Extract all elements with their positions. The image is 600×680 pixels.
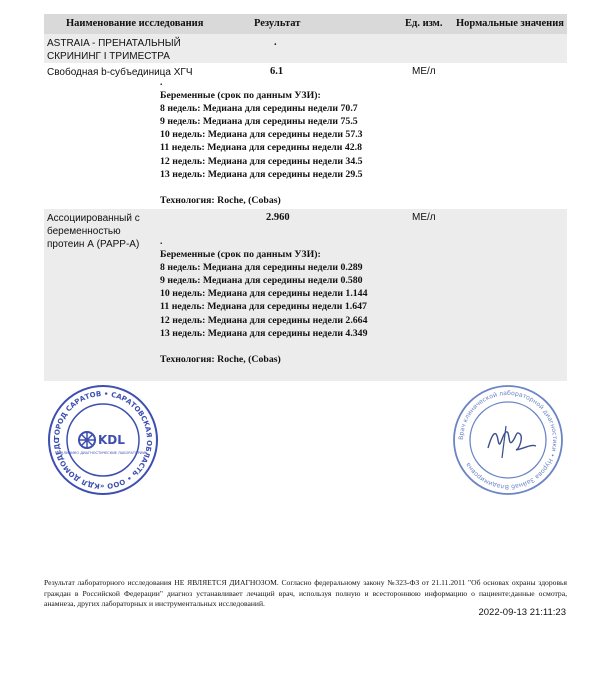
test-unit: МЕ/л	[412, 212, 436, 223]
section-title-line1: ASTRAIA - ПРЕНАТАЛЬНЫЙ	[47, 38, 181, 49]
ref-dot: .	[160, 77, 163, 88]
kdl-seal-icon	[44, 382, 162, 498]
test-name-line1: Свободная b-субъединица ХГЧ	[47, 67, 193, 78]
reference-values	[160, 76, 363, 207]
week-line: 9 недель: Медиана для середины недели 0.580	[160, 275, 363, 287]
svg-text:ГОРОД САРАТОВ • САРАТОВСКАЯ ОБ: ГОРОД САРАТОВ • САРАТОВСКАЯ ОБЛАСТЬ • ООО «КДЛ ДОМОДЕДО	[52, 389, 154, 491]
reference-values	[160, 235, 367, 366]
kdl-logo-text: KDL	[98, 433, 125, 447]
doctor-seal-icon	[450, 382, 567, 498]
week-line: 11 недель: Медиана для середины недели 42.8	[160, 142, 363, 154]
section-row	[44, 34, 567, 63]
test-name-line1: Ассоциированный с беременностью	[47, 213, 140, 237]
results-table	[44, 14, 567, 381]
test-row-hcg	[44, 63, 567, 209]
section-result: .	[274, 37, 277, 48]
col-header-unit: Ед. изм.	[405, 18, 443, 29]
legal-disclaimer: Результат лабораторного исследования НЕ ЯВЛЯЕТСЯ ДИАГНОЗОМ. Согласно федеральному закону №323-ФЗ от 21.11.2011 "Об основах охраны здоровья граждан в Российской Федерации" диагноз устанавливает лечащий врач, используя полную и всестороннюю информацию о пациенте:данные осмотра, анамнеза, других лабораторных и инструментальных исследований.	[44, 578, 567, 608]
week-line: 8 недель: Медиана для середины недели 0.289	[160, 262, 363, 274]
signature-icon	[488, 432, 536, 450]
week-line: 13 недель: Медиана для середины недели 4.349	[160, 327, 368, 339]
week-line: 8 недель: Медиана для середины недели 70.7	[160, 103, 358, 115]
week-line: 12 недель: Медиана для середины недели 34.5	[160, 155, 363, 167]
col-header-name: Наименование исследования	[66, 18, 204, 29]
pregnancy-title: Беременные (срок по данным УЗИ):	[160, 90, 321, 102]
doctor-stamp	[450, 382, 567, 498]
test-result: 6.1	[270, 66, 284, 77]
week-line: 13 недель: Медиана для середины недели 29.5	[160, 168, 363, 180]
test-row-papp-a	[44, 209, 567, 381]
technology-line: Технология: Roche, (Cobas)	[160, 194, 281, 206]
svg-text:КЛИНИКО ДИАГНОСТИЧЕСКИЕ ЛАБОРА: КЛИНИКО ДИАГНОСТИЧЕСКИЕ ЛАБОРАТОРИИ	[60, 451, 146, 455]
test-unit: МЕ/л	[412, 66, 436, 77]
kdl-stamp	[44, 382, 162, 498]
week-line: 10 недель: Медиана для середины недели 57.3	[160, 129, 363, 141]
table-header	[44, 14, 567, 34]
week-line: 9 недель: Медиана для середины недели 75.5	[160, 116, 358, 128]
col-header-norm: Нормальные значения	[456, 18, 564, 29]
page-top-border	[0, 0, 600, 14]
test-result: 2.960	[266, 212, 290, 223]
report-timestamp: 2022-09-13 21:11:23	[478, 607, 566, 618]
technology-line: Технология: Roche, (Cobas)	[160, 353, 281, 365]
week-line: 11 недель: Медиана для середины недели 1.647	[160, 301, 367, 313]
section-title	[47, 37, 197, 63]
col-header-result: Результат	[254, 18, 301, 29]
ref-dot: .	[160, 236, 163, 247]
pregnancy-title: Беременные (срок по данным УЗИ):	[160, 249, 321, 261]
week-line: 12 недель: Медиана для середины недели 2.664	[160, 314, 368, 326]
test-name-line2: протеин А (PAPP-A)	[47, 239, 140, 250]
section-title-line2: СКРИНИНГ I ТРИМЕСТРА	[47, 51, 170, 62]
svg-text:Врач клинической лабораторной: Врач клинической лабораторной диагностики • Нурова Зайнаб Владимировна	[457, 389, 559, 491]
week-line: 10 недель: Медиана для середины недели 1.144	[160, 288, 368, 300]
